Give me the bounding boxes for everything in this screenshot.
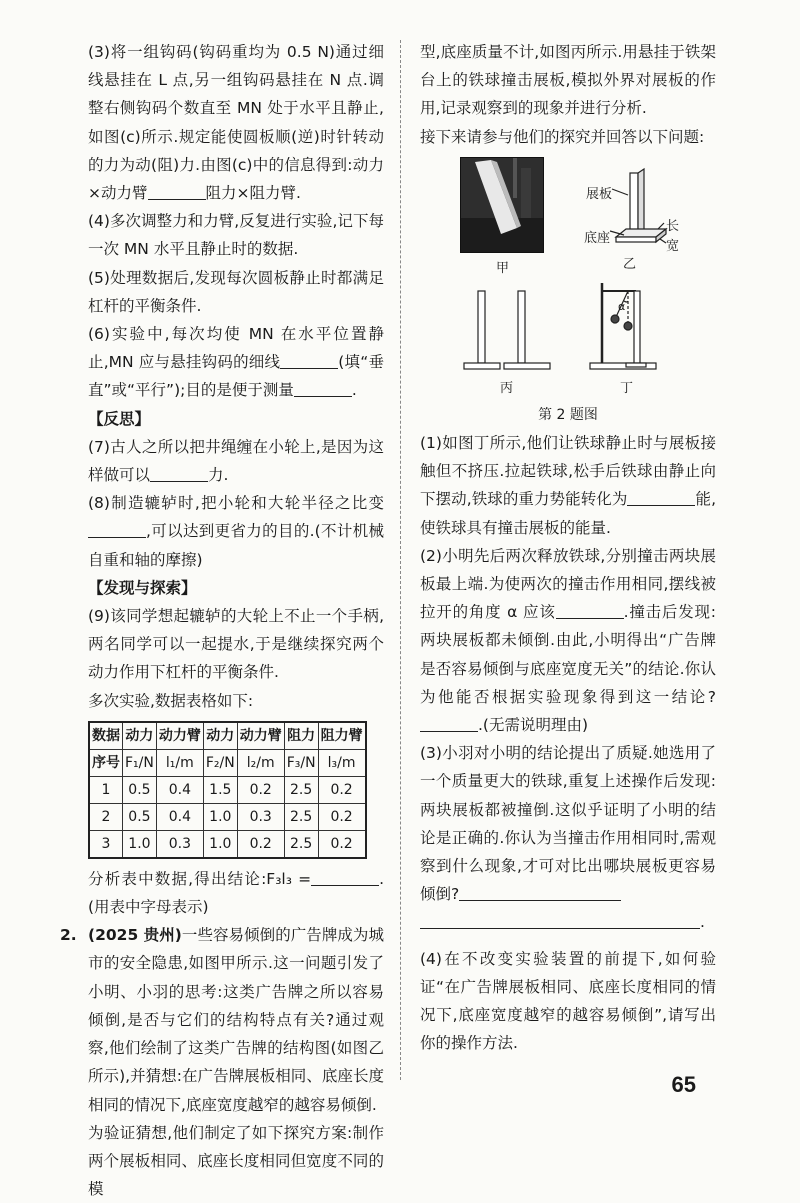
- table-intro: 多次实验,数据表格如下:: [88, 691, 254, 710]
- diagram-bing: [464, 291, 550, 369]
- question-number: 2.: [60, 926, 77, 945]
- question-part-3: (3)将一组钩码(钩码重均为 0.5 N)通过细线悬挂在 L 点,另一组钩码悬挂在 N 点.调整右侧钩码个数直至 MN 处于水平且静止,如图(c)所示.规定能使圆板顺(逆)时针转动的力为动(阻)力.由图(c)中的信息得到:动力×动力臂 阻力×阻力臂.: [88, 43, 384, 203]
- diagram-yi: [610, 169, 666, 243]
- label-base: 底座: [584, 230, 611, 246]
- question-part-9: (9)该同学想起辘轳的大轮上不止一个手柄,两名同学可以一起提水,于是继续探究两个动力作用下杠杆的平衡条件.: [88, 607, 384, 682]
- answer-blank[interactable]: [459, 884, 621, 901]
- question-source: (2025 贵州): [88, 926, 182, 945]
- page-number: 65: [671, 1072, 696, 1097]
- question-2-plan: 为验证猜想,他们制定了如下探究方案:制作两个展板相同、底座长度相同但宽度不同的模: [88, 1123, 384, 1199]
- figure-label-ding: 丁: [620, 380, 634, 396]
- table-conclusion: 分析表中数据,得出结论:F₃l₃ = .(用表中字母表示): [88, 869, 384, 917]
- answer-blank[interactable]: [420, 715, 478, 732]
- answer-blank[interactable]: [627, 489, 695, 506]
- question-part-7: (7)古人之所以把井绳缠在小轮上,是因为这样做可以 力.: [88, 437, 384, 485]
- label-alpha: α: [618, 299, 626, 313]
- answer-part-4: (4)在不改变实验装置的前提下,如何验证“在广告牌展板相同、底座长度相同的情况下,底座宽度越窄的越容易倾倒”,请写出你的操作方法.: [420, 949, 716, 1053]
- question-part-8: (8)制造辘轳时,把小轮和大轮半径之比变,可以达到更省力的目的.(不计机械自重和轴的摩擦): [88, 494, 384, 569]
- figure-label-jia: 甲: [496, 260, 510, 276]
- structure-diagrams: [420, 151, 716, 401]
- figure-label-bing: 丙: [500, 380, 514, 396]
- answer-blank[interactable]: [280, 352, 338, 369]
- answer-part-3: (3)小羽对小明的结论提出了质疑.她选用了一个质量更大的铁球,重复上述操作后发现:两块展板都被撞倒.这似乎证明了小明的结论是正确的.你认为当撞击作用相同时,需观察到什么现象,才可对比出哪块展板更容易倾倒? .: [420, 744, 716, 932]
- table-row: 2 0.5 0.4 1.0 0.3 2.5 0.2: [89, 803, 366, 830]
- figure-caption: 第 2 题图: [538, 406, 598, 423]
- label-length: 长: [666, 218, 680, 234]
- figure-label-yi: 乙: [623, 256, 637, 272]
- column-divider: [400, 40, 401, 1080]
- answer-blank[interactable]: [420, 912, 700, 929]
- answer-part-1: (1)如图丁所示,他们让铁球静止时与展板接触但不挤压.拉起铁球,松手后铁球由静止向下摆动,铁球的重力势能转化为 能,使铁球具有撞击展板的能量.: [420, 434, 716, 537]
- answer-blank[interactable]: [88, 521, 146, 538]
- question-part-6: (6)实验中,每次均使 MN 在水平位置静止,MN 应与悬挂钩码的细线 (填“垂直”或“平行”);目的是便于测量 .: [88, 325, 385, 400]
- answer-blank[interactable]: [294, 380, 352, 397]
- question-2-continued: 型,底座质量不计,如图丙所示.用悬挂于铁架台上的铁球撞击展板,模拟外界对展板的作用,记录观察到的现象并进行分析.: [420, 43, 716, 118]
- question-2: [60, 921, 384, 1203]
- answer-blank[interactable]: [311, 869, 379, 886]
- question-2-stem: (2025 贵州)一些容易倾倒的广告牌成为城市的安全隐患,如图甲所示.这一问题引发了小明、小羽的思考:这类广告牌之所以容易倾倒,是否与它们的结构特点有关?通过观察,他们绘制了这类广告牌的结构图(如图乙所示),并猜想:在广告牌展板相同、底座长度相同的情况下,底座宽度越窄的越容易倾倒.: [88, 926, 384, 1114]
- answer-blank[interactable]: [150, 465, 208, 482]
- answer-part-2: (2)小明先后两次释放铁球,分别撞击两块展板最上端.为使两次的撞击作用相同,摆线被拉开的角度 α 应该 .撞击后发现:两块展板都未倾倒.由此,小明得出“广告牌是否容易倾倒与底座宽度无关”的结论.你认为他能否根据实验现象得到这一结论?.(无需说明理由): [420, 546, 716, 735]
- table-row: 3 1.0 0.3 1.0 0.2 2.5 0.2: [89, 830, 366, 858]
- left-column: [60, 38, 385, 1203]
- label-board: 展板: [586, 186, 613, 202]
- section-heading-reflect: 【反思】: [88, 409, 151, 428]
- answer-blank[interactable]: [148, 183, 206, 200]
- table-header-row: 序号 F₁/N l₁/m F₂/N l₂/m F₃/N l₃/m: [89, 749, 366, 776]
- table-row: 1 0.5 0.4 1.5 0.2 2.5 0.2: [89, 776, 366, 803]
- instruction: 接下来请参与他们的探究并回答以下问题:: [420, 127, 705, 146]
- answer-blank[interactable]: [556, 602, 624, 619]
- label-width: 宽: [666, 238, 680, 254]
- right-column: [420, 38, 716, 1057]
- data-table: [88, 721, 367, 859]
- section-heading-discover: 【发现与探索】: [88, 578, 197, 597]
- question-part-4: (4)多次调整力和力臂,反复进行实验,记下每一次 MN 水平且静止时的数据.: [88, 212, 384, 259]
- figure-q2: [420, 151, 716, 401]
- question-part-5: (5)处理数据后,发现每次圆板静止时都满足杠杆的平衡条件.: [88, 268, 384, 315]
- table-header-row: 数据 动力 动力臂 动力 动力臂 阻力 阻力臂: [89, 722, 366, 750]
